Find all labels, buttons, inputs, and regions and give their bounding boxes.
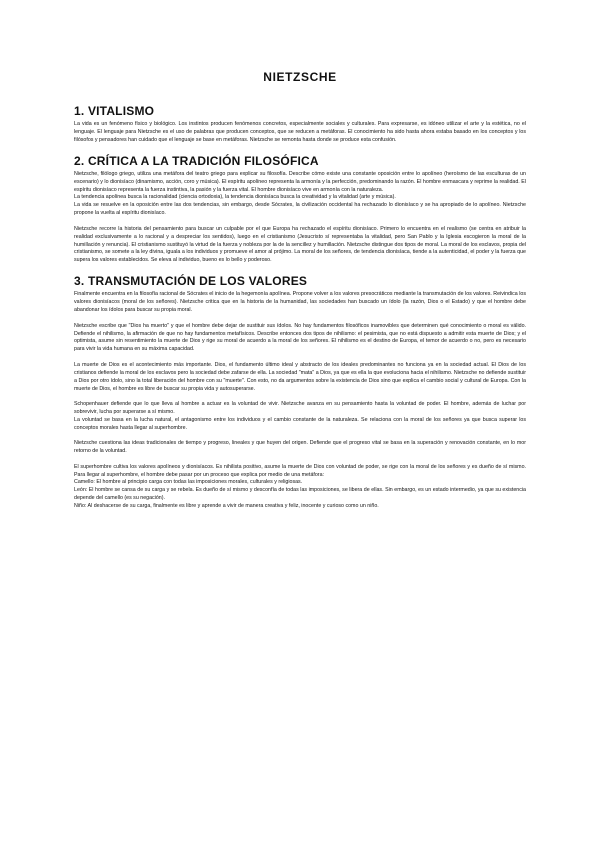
document-title: NIETZSCHE xyxy=(263,70,337,84)
list-item: Camello: El hombre al principio carga con todas las imposiciones morales, culturales y religiosas. xyxy=(74,479,303,486)
paragraph: Nietzsche cuestiona las ideas tradicionales de tiempo y progreso, lineales y que huyen del origen. Defiende que el progreso vital se basa en la superación y renovación constante, en lo mor retorno de la voluntad. xyxy=(74,440,526,455)
paragraph: El superhombre cultiva los valores apolíneos y dionisíacos. Es nihilista positivo, asume la muerte de Dios con voluntad de poder, se rige con la moral de los señores y es dueño de sí mismo. Para llegar al superhombre, el hombre debe pasar por un proceso que explica por medio de una metáfora: xyxy=(74,463,526,478)
paragraph: Nietzsche, filólogo griego, utiliza una metáfora del teatro griego para explicar su filosofía. Describe cómo existe una constante oposición entre lo apolíneo (heroísmo de las esculturas de un escenario) y lo dionisíaco (dinamismo, acción, coro y música). El espíritu apolíneo representa la armonía y la perfección, predominando la razón. El hombre enmascara y reprime la realidad. El espíritu dionisíaco representa la fuerza instintiva, la pasión y la fuerza vital. El hombre dionisíaco vive en armonía con la naturaleza. xyxy=(74,170,526,193)
section-heading: 2. CRÍTICA A LA TRADICIÓN FILOSÓFICA xyxy=(74,153,319,168)
paragraph: Nietzsche escribe que "Dios ha muerto" y que el hombre debe dejar de sustituir sus ídolos. No hay fundamentos filosóficos inamovibles que determinen qué conocimiento o moral es válido. Defiende el nihilismo, la afirmación de que no hay fundamentos metafísicos. Describe entonces dos tipos de nihilismo: el pesimista, que no está dispuesto a admitir esta muerte de Dios; y el optimista, asume sin resentimiento la muerte de Dios y rige su moral de acuerdo a la moral de los señores. El nihilismo es el destino de Europa, el temor de acuerdo o no, pero es necesario para vivir la vida humana en su máxima capacidad. xyxy=(74,322,526,353)
section-vitalismo xyxy=(74,104,526,145)
paragraph: Schopenhauer defiende que lo que lleva al hombre a actuar es la voluntad de vivir. Nietzsche avanza en su pensamiento hasta la voluntad de poder. El hombre, además de luchar por sobrevivir, lucha por superarse a sí mismo. xyxy=(74,401,526,415)
section-heading: 1. VITALISMO xyxy=(74,104,155,118)
paragraph: Finalmente encuentra en la filosofía racional de Sócrates el inicio de la hegemonía apolínea. Propone volver a los valores presocráticos mediante la transmutación de los valores. Reivindica los valores dionisíacos (moral de los señores). Nietzsche critica que en la historia de la humanidad, las sociedades han buscado un ídolo (la razón, Dios o el Estado) y que el hombre debe abandonar los ídolos para buscar su propia moral. xyxy=(74,291,526,314)
list-item: León: El hombre se cansa de su carga y se rebela. Es dueño de sí mismo y desconfía de todas las imposiciones, se libera de ellas. Sin embargo, es un estado intermedio, ya que su existencia depende del camello (es su negación). xyxy=(74,487,526,502)
paragraph: La voluntad se basa en la lucha natural, el antagonismo entre los individuos y el cambio constante de la naturaleza. Se relaciona con la moral de los señores ya que busca superar los conceptos morales hasta llegar al superhombre. xyxy=(74,416,526,431)
paragraph: Nietzsche recorre la historia del pensamiento para buscar un culpable por el que Europa ha rechazado el espíritu dionisíaco. Primero lo encuentra en el realismo (se centra en atribuir la realidad exclusivamente a lo racional y a despreciar los sentidos), luego en el cristianismo (Jesucristo sí representaba la vitalidad, pero San Pablo y la Iglesia escogieron la moral de la humillación y renuncia). El cristianismo sustituyó la virtud de la fuerza y nobleza por la de la sencillez y humillación. Nietzsche distingue dos tipos de moral. La moral de los esclavos, propia del cristianismo, se somete a la ley divina, iguala a los individuos y promueve el amor al prójimo. La moral de los señores, de tendencia dionisíaca, tiende a la autenticidad, el poder y la fuerza que supera los valores establecidos. Se eleva al individuo, bueno es lo bello y poderoso. xyxy=(74,225,526,264)
list-item: Niño: Al deshacerse de su carga, finalmente es libre y aprende a vivir de manera creativa y feliz, inocente y curioso como un niño. xyxy=(74,503,379,510)
paragraph: La vida se resuelve en la oposición entre las dos tendencias, sin embargo, desde Sócrates, la civilización occidental ha rechazado lo dionisíaco y se ha apropiado de lo apolíneo. Nietzsche propone la vuelta al espíritu dionisíaco. xyxy=(74,202,526,217)
section-heading: 3. TRANSMUTACIÓN DE LOS VALORES xyxy=(74,274,308,289)
section-transmutacion xyxy=(74,274,526,511)
paragraph: La muerte de Dios es el acontecimiento más importante. Dios, el fundamento último ideal y abstracto de los ideales predominantes no funciona ya en la sociedad actual. El Dios de los cristianos defiende la moral de los esclavos pero la sociedad debe zafarse de ella. La sociedad "mata" a Dios, ya que es ella la que evoluciona hacia el nihilismo. Nietzsche no defiende sustituir a Dios por otro ídolo, sino la total liberación del hombre con su "muerte". Con esto, no da argumentos sobre la existencia de Dios sino que explica el cambio social y cultural de Europa. Con la muerte de Dios, el hombre es libre de buscar su propia vida y autosuperarse. xyxy=(74,361,526,392)
section-critica xyxy=(74,154,526,266)
paragraph: La tendencia apolínea busca la racionalidad (ciencia ortodoxia), la tendencia dionisíaca busca la creatividad y la vitalidad (arte y música). xyxy=(74,194,396,201)
paragraph: La vida es un fenómeno físico y biológico. Los instintos producen fenómenos concretos, especialmente sociales y culturales. Para expresarse, es idóneo utilizar el arte y la estética, no el lenguaje. El lenguaje para Nietzsche es el uso de palabras que producen conceptos, que se reducen a metáforas. El conocimiento ha sido hasta ahora estaba basado en los conceptos y los filósofos y pensadores han cuidado que el lenguaje se base en metáforas. Nietzsche se remonta hasta donde se produce esta confusión. xyxy=(74,121,526,143)
